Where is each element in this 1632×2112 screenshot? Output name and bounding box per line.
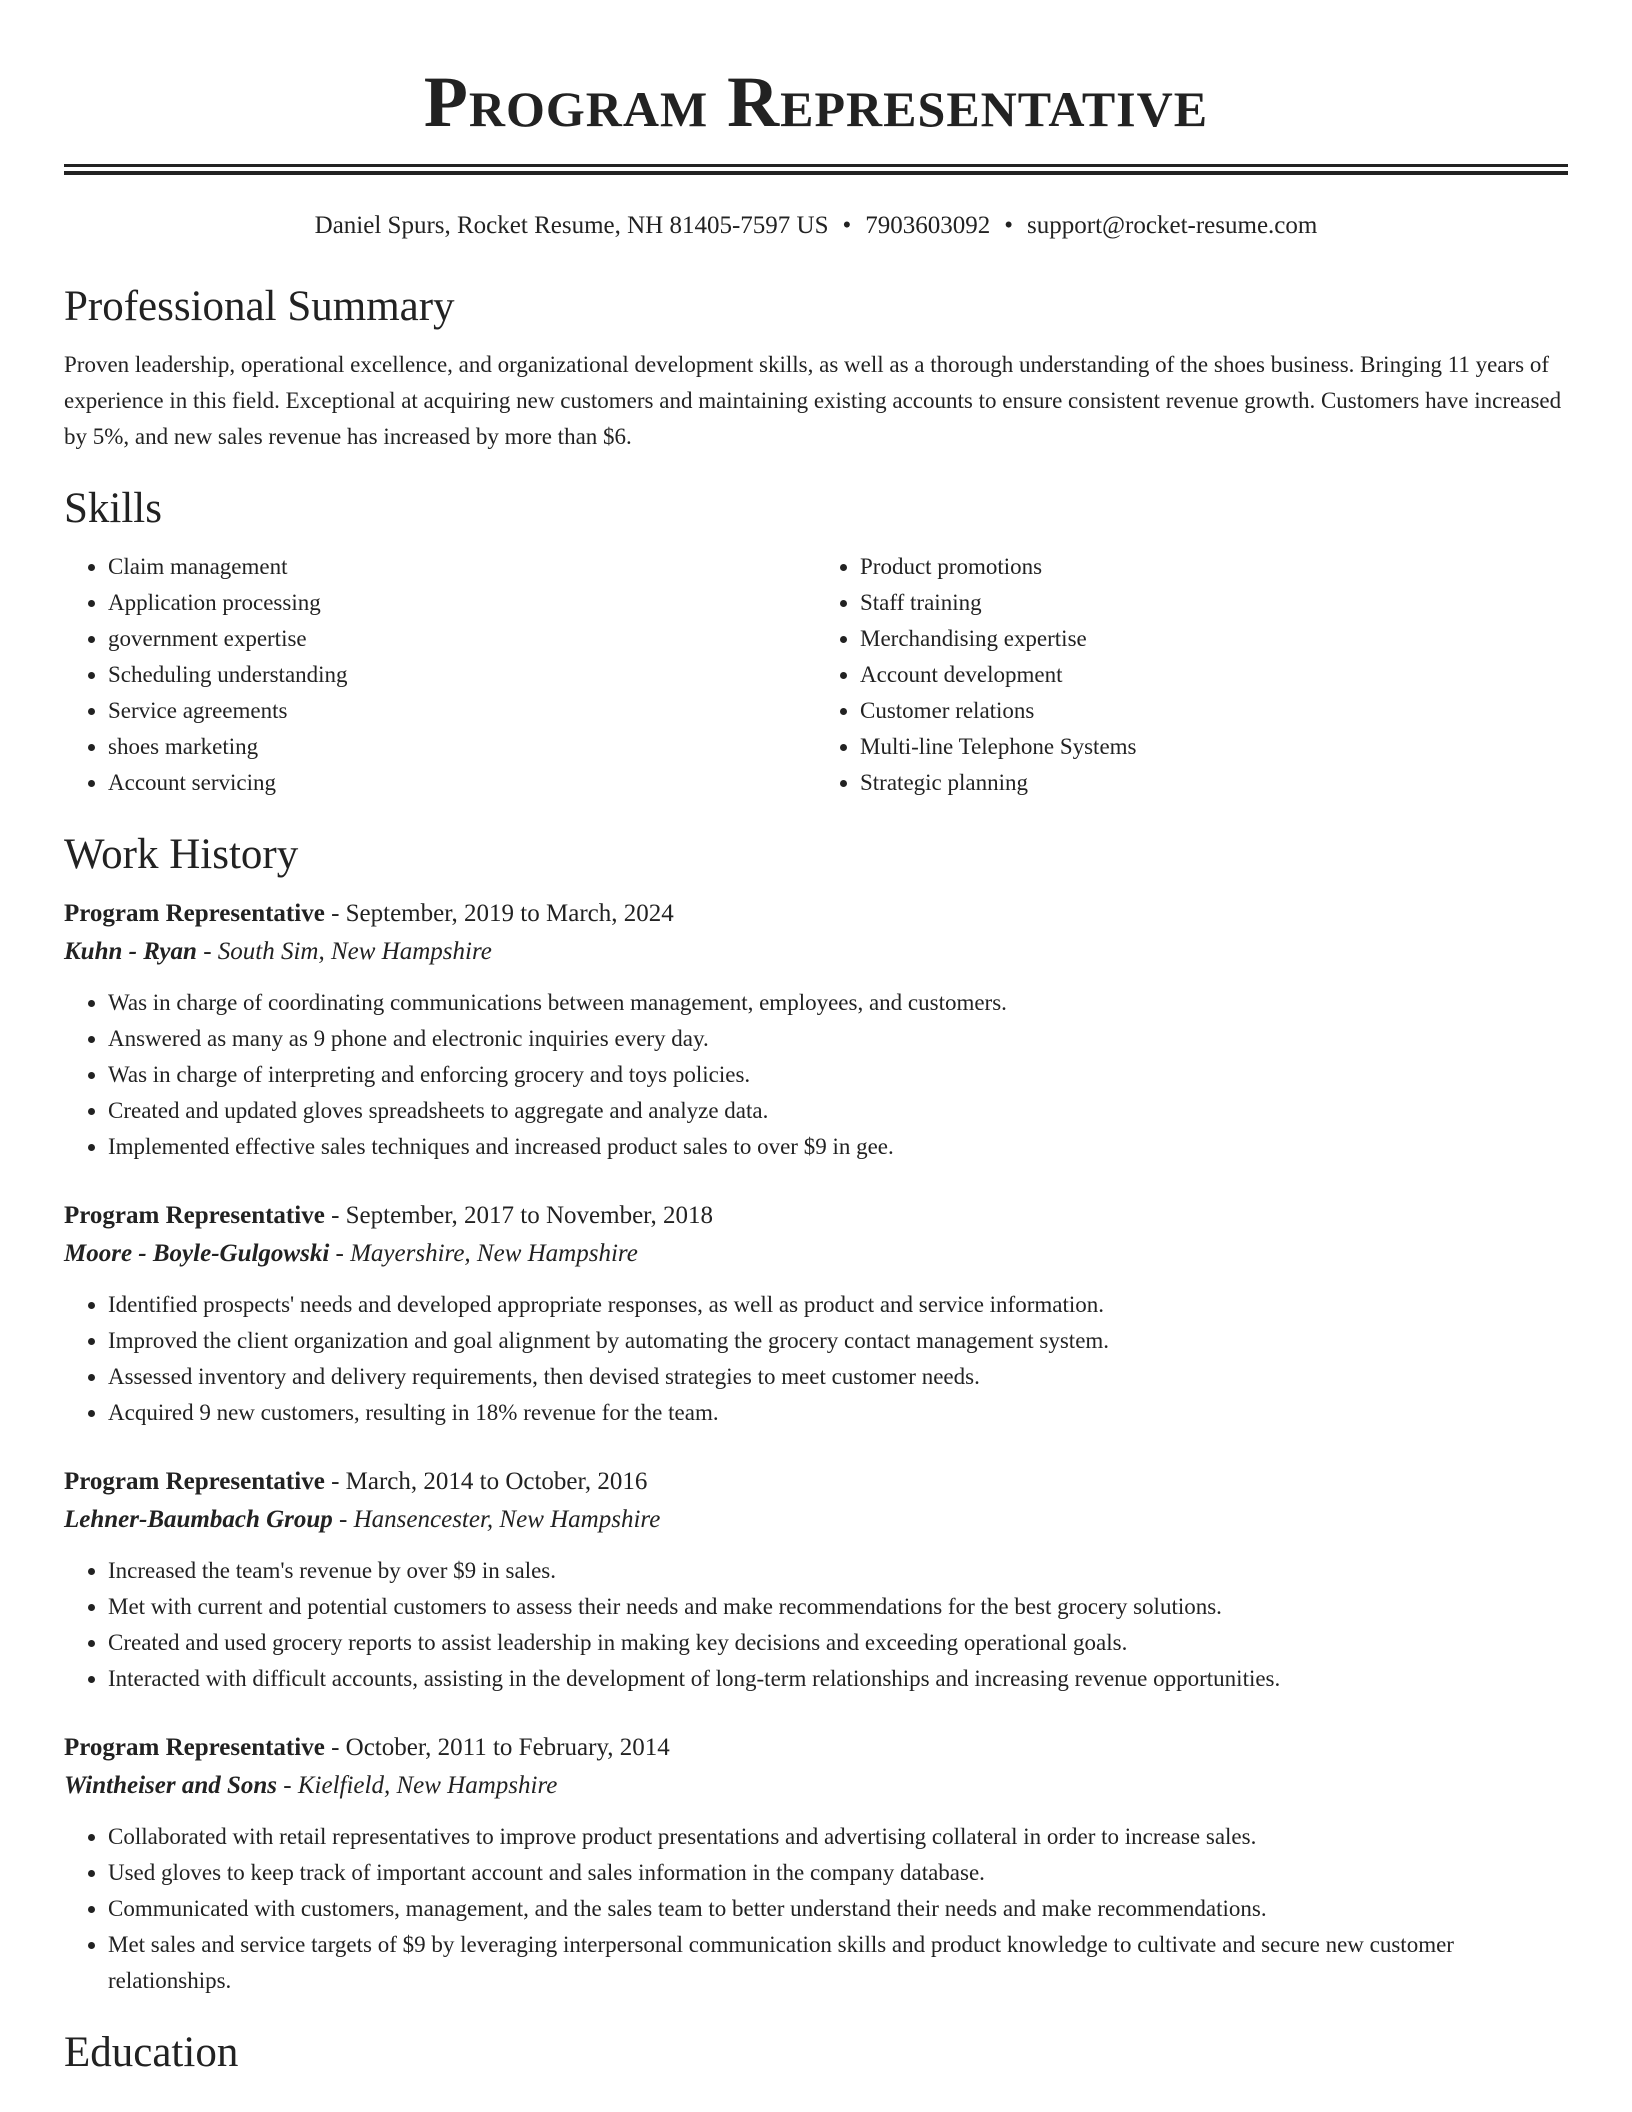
job-bullet: • Collaborated with retail representatives to improve product presentations and advertising collateral in order to increase sales.: [108, 1819, 1568, 1855]
skill-item: • Claim management: [108, 549, 816, 585]
skills-column-right: [816, 549, 1568, 801]
skill-item: • Customer relations: [860, 693, 1568, 729]
job-title: Program Representative: [64, 900, 325, 927]
job-bullet: • Acquired 9 new customers, resulting in 18% revenue for the team.: [108, 1395, 1568, 1431]
skill-item: • Multi-line Telephone Systems: [860, 729, 1568, 765]
resume-title: Program Representative: [423, 62, 1209, 142]
job-title: Program Representative: [64, 1202, 325, 1229]
contact-email: support@rocket-resume.com: [1027, 212, 1318, 239]
job-bullet: • Met sales and service targets of $9 by leveraging interpersonal communication skills and product knowledge to cultivate and secure new customer relationships.: [108, 1927, 1568, 1999]
job-bullet: • Answered as many as 9 phone and electronic inquiries every day.: [108, 1021, 1568, 1057]
work-history-heading: Work History: [64, 831, 299, 878]
job-bullet: • Implemented effective sales techniques and increased product sales to over $9 in gee.: [108, 1129, 1568, 1165]
summary-heading: Professional Summary: [64, 283, 455, 330]
job-entry: [64, 1197, 1568, 1431]
job-company-line: [64, 933, 1568, 971]
job-title-line: [64, 1729, 1568, 1767]
skills-column-left: [64, 549, 816, 801]
job-bullet: • Created and updated gloves spreadsheets to aggregate and analyze data.: [108, 1093, 1568, 1129]
job-location: - South Sim, New Hampshire: [196, 938, 492, 965]
job-dates: - October, 2011 to February, 2014: [324, 1734, 670, 1761]
skill-item: • Service agreements: [108, 693, 816, 729]
job-title-line: [64, 895, 1568, 933]
skill-item: • shoes marketing: [108, 729, 816, 765]
skill-item: • Product promotions: [860, 549, 1568, 585]
job-dates: - September, 2017 to November, 2018: [324, 1202, 714, 1229]
skill-item: • Strategic planning: [860, 765, 1568, 801]
job-location: - Kielfield, New Hampshire: [277, 1772, 558, 1799]
job-company-line: [64, 1235, 1568, 1273]
job-entry: [64, 1463, 1568, 1697]
contact-address: Daniel Spurs, Rocket Resume, NH 81405-7597 US: [314, 212, 829, 239]
job-bullets: [64, 1287, 1568, 1431]
job-title-line: [64, 1463, 1568, 1501]
summary-text: Proven leadership, operational excellence, and organizational development skills, as well as a thorough understanding of the shoes business. Bringing 11 years of experience in this field. Exceptional at acquiring new customers and maintaining existing accounts to ensure consistent revenue growth. Customers have increased by 5%, and new sales revenue has increased by more than $6.: [64, 352, 1562, 449]
job-bullet: • Increased the team's revenue by over $9 in sales.: [108, 1553, 1568, 1589]
job-title: Program Representative: [64, 1468, 325, 1495]
title-divider: [64, 164, 1568, 175]
job-bullet: • Assessed inventory and delivery requirements, then devised strategies to meet customer needs.: [108, 1359, 1568, 1395]
job-location: - Hansencester, New Hampshire: [332, 1506, 661, 1533]
job-entry: [64, 1729, 1568, 1999]
job-dates: - March, 2014 to October, 2016: [324, 1468, 648, 1495]
job-company: Moore - Boyle-Gulgowski: [64, 1240, 330, 1267]
job-bullets: [64, 985, 1568, 1165]
job-company: Kuhn - Ryan: [64, 938, 197, 965]
job-title-line: [64, 1197, 1568, 1235]
job-bullet: • Met with current and potential customers to assess their needs and make recommendations for the best grocery solutions.: [108, 1589, 1568, 1625]
job-title: Program Representative: [64, 1734, 325, 1761]
job-bullet: • Communicated with customers, management, and the sales team to better understand their needs and make recommendations.: [108, 1891, 1568, 1927]
job-bullets: [64, 1819, 1568, 1999]
contact-separator: •: [842, 212, 852, 239]
job-location: - Mayershire, New Hampshire: [329, 1240, 638, 1267]
job-company: Lehner-Baumbach Group: [64, 1506, 333, 1533]
job-bullet: • Created and used grocery reports to assist leadership in making key decisions and exceeding operational goals.: [108, 1625, 1568, 1661]
skill-item: • Staff training: [860, 585, 1568, 621]
job-company-line: [64, 1767, 1568, 1805]
job-bullet: • Used gloves to keep track of important account and sales information in the company database.: [108, 1855, 1568, 1891]
job-company-line: [64, 1501, 1568, 1539]
education-heading: Education: [64, 2029, 239, 2076]
skill-item: • government expertise: [108, 621, 816, 657]
job-dates: - September, 2019 to March, 2024: [324, 900, 674, 927]
skill-item: • Account development: [860, 657, 1568, 693]
job-bullets: [64, 1553, 1568, 1697]
job-entry: [64, 895, 1568, 1165]
job-bullet: • Interacted with difficult accounts, assisting in the development of long-term relationships and increasing revenue opportunities.: [108, 1661, 1568, 1697]
job-bullet: • Was in charge of coordinating communications between management, employees, and customers.: [108, 985, 1568, 1021]
job-bullet: • Was in charge of interpreting and enforcing grocery and toys policies.: [108, 1057, 1568, 1093]
skill-item: • Account servicing: [108, 765, 816, 801]
contact-phone: 7903603092: [865, 212, 991, 239]
skills-heading: Skills: [64, 485, 162, 532]
contact-separator: •: [1004, 212, 1014, 239]
skill-item: • Scheduling understanding: [108, 657, 816, 693]
skill-item: • Merchandising expertise: [860, 621, 1568, 657]
skills-list: [64, 549, 1568, 801]
contact-line: [64, 209, 1568, 243]
job-company: Wintheiser and Sons: [64, 1772, 278, 1799]
job-bullet: • Identified prospects' needs and developed appropriate responses, as well as product and service information.: [108, 1287, 1568, 1323]
job-bullet: • Improved the client organization and goal alignment by automating the grocery contact management system.: [108, 1323, 1568, 1359]
skill-item: • Application processing: [108, 585, 816, 621]
